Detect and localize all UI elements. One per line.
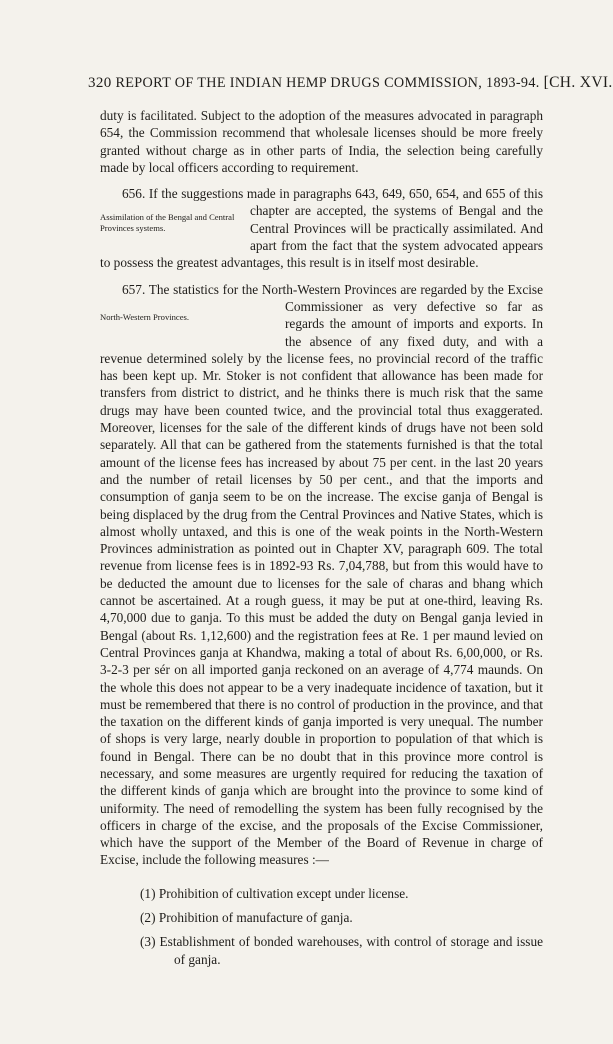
list-item-number: (1) bbox=[140, 885, 156, 901]
paragraph-656 bbox=[100, 185, 543, 271]
body-text bbox=[100, 107, 543, 975]
list-item bbox=[140, 885, 543, 902]
running-header bbox=[88, 74, 613, 92]
paragraph-text: Excise Commissioner as very defective so far as regards the amount of imports and exports. In the absence of any fixed duty, and with a revenue determined solely by the license fees, no provincial record of the traffic has been kept up. Mr. Stoker is not confident that allowance has been made for transfers from district to district, and he thinks there is much risk that the same drugs may have been counted twice, and the provincial total thus exaggerated. Moreover, licenses for the sale of the different kinds of drugs have not been sold separately. All that can be gathered from the statements furnished is that the total amount of the license fees has increased by about 75 per cent. in the last 20 years and the number of retail licenses by 50 per cent., and that the imports and consumption of ganja seem to be on the increase. The excise ganja of Bengal is being displaced by the drug from the Central Provinces and Native States, which is almost wholly untaxed, and this is one of the weak points in the North-Western Provinces administration as pointed out in Chapter XV, paragraph 609. The total revenue from license fees is in 1892-93 Rs. 7,04,788, but from this would have to be deducted the amount due to licenses for the sale of charas and bhang which cannot be ascertained. At a rough guess, it may be put at one-third, leaving Rs. 4,70,000 due to ganja. To this must be added the duty on Bengal ganja levied in Bengal (about Rs. 1,12,600) and the registration fees at Re. 1 per maund levied on Central Provinces ganja at Khandwa, making a total of about Rs. 6,00,000, or Rs. 3-2-3 per sér on all imported ganja reckoned on an average of 4,774 maunds. On the whole this does not appear to be a very inadequate incidence of taxation, but it must be remembered that there is no control of production in the province, and that the taxation on the different kinds of ganja imported is very unequal. The number of shops is very large, nearly double in proportion to population of that which is found in Bengal. There can be no doubt that in this province more control is necessary, and some measures are urgently required for reducing the taxation of the different kinds of ganja which are brought into the province to some kind of uniformity. The need of remodelling the system has been fully recognised by the officers in charge of the excise, and the proposals of the Excise Commissioner, which have the support of the Member of the Board of Revenue in charge of Excise, include the following measures :— bbox=[100, 281, 543, 868]
page-number: 320 bbox=[88, 75, 112, 91]
paragraph-continuation bbox=[100, 107, 543, 176]
paragraph-lead: 657. The statistics for the North-Western Provinces are regarded by the bbox=[122, 281, 504, 297]
list-item-number: (2) bbox=[140, 910, 156, 926]
list-item bbox=[140, 909, 543, 926]
list-item-number: (3) bbox=[140, 934, 156, 950]
margin-note-assimilation: Assimilation of the Bengal and Central Provinces systems. bbox=[100, 212, 235, 234]
list-item-text: Prohibition of manufacture of ganja. bbox=[158, 910, 353, 926]
paragraph-text: chapter are accepted, the systems of Bengal and the Central Provinces will be practically assimilated. And apart from the fact that the system advocated appears to possess the greatest advantages, this result is in itself most desirable. bbox=[100, 203, 543, 271]
chapter-label: [CH. XVI. bbox=[543, 74, 613, 91]
measures-list bbox=[140, 885, 543, 968]
margin-note-north-western: North-Western Provinces. bbox=[100, 311, 190, 322]
header-title: REPORT OF THE INDIAN HEMP DRUGS COMMISSION, 1893-94. bbox=[115, 75, 540, 91]
list-item-text: Prohibition of cultivation except under license. bbox=[158, 885, 409, 901]
list-item-text: Establishment of bonded warehouses, with control of storage and issue of ganja. bbox=[159, 934, 543, 967]
paragraph-text: duty is facilitated. Subject to the adoption of the measures advocated in paragraph 654, the Commission recommend that wholesale licenses should be more freely granted without charge as in other parts of India, the selection being carefully made by local officers according to requirement. bbox=[100, 108, 543, 175]
list-item bbox=[140, 933, 543, 968]
paragraph-lead: 656. If the suggestions made in paragraphs 643, 649, 650, 654, and 655 of this bbox=[122, 186, 543, 202]
paragraph-657 bbox=[100, 281, 543, 869]
